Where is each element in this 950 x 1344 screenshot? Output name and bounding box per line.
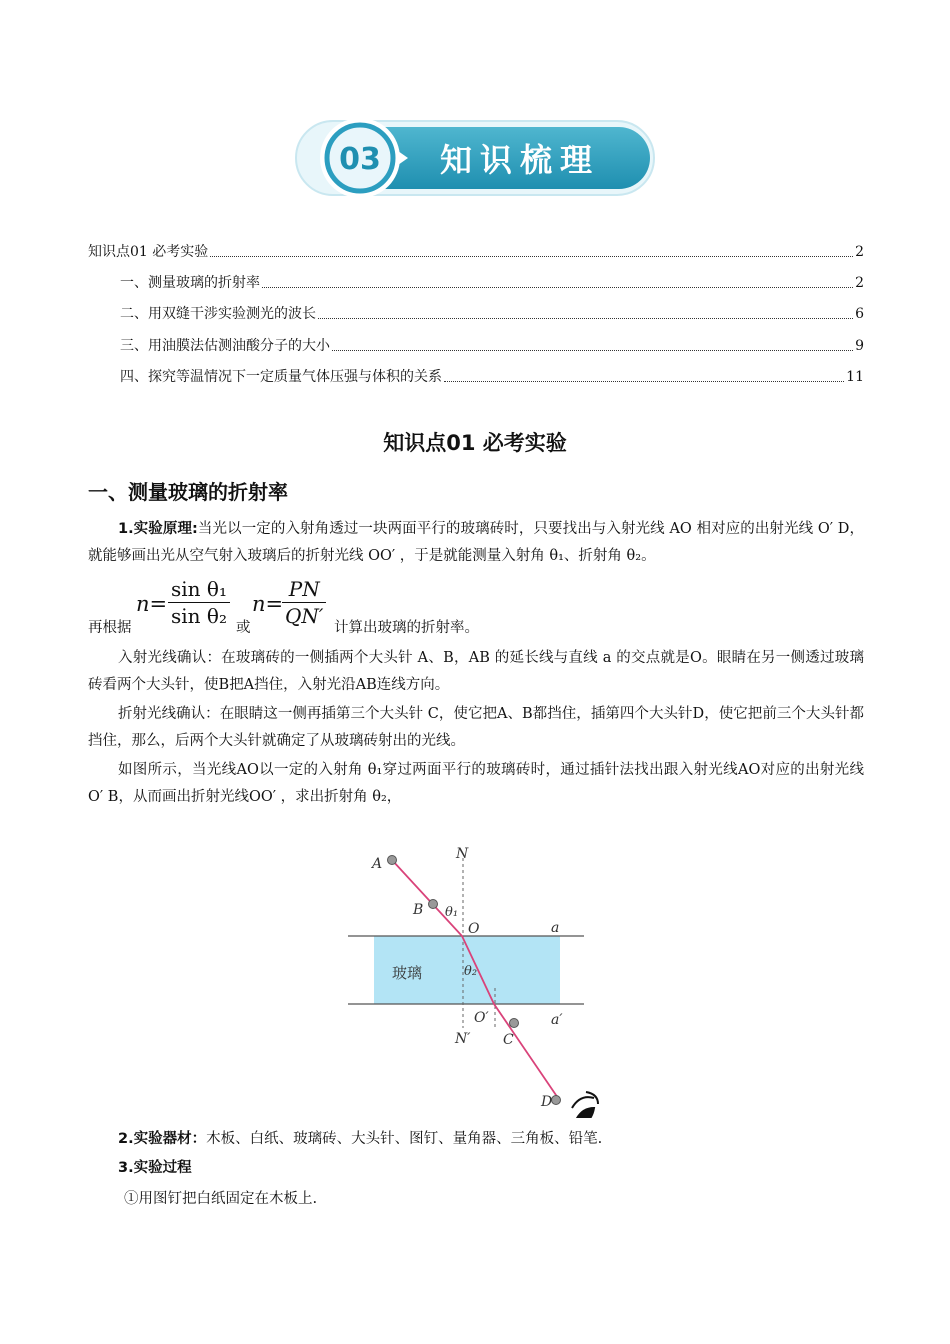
- fraction-1-denominator: sin θ₂: [171, 604, 227, 628]
- toc-item-5[interactable]: [120, 365, 864, 387]
- banner-number: 03: [339, 142, 381, 177]
- label-theta2: θ₂: [464, 964, 478, 979]
- figure-intro-paragraph: 如图所示，当光线AO以一定的入射角 θ₁穿过两面平行的玻璃砖时，通过插针法找出跟入射光线AO对应的出射光线O′ B，从而画出折射光线OO′ ，求出折射角 θ₂，: [88, 762, 864, 805]
- materials-paragraph: [88, 1126, 864, 1153]
- toc-page: 6: [855, 306, 864, 322]
- section-banner: [290, 115, 660, 201]
- label-a-point: A: [372, 856, 383, 872]
- section-heading: 一、测量玻璃的折射率: [88, 480, 288, 504]
- refraction-diagram: [340, 838, 610, 1118]
- label-o-prime: O′: [474, 1010, 489, 1026]
- principle-text: 当光以一定的入射角透过一块两面平行的玻璃砖时，只要找出与入射光线 AO 相对应的出射光线 O′ D，就能够画出光从空气射入玻璃后的折射光线 OO′ ，于是就能测量入射角 θ₁、折射角 θ₂。: [88, 521, 864, 564]
- process-step-1: ①用图钉把白纸固定在木板上.: [124, 1191, 318, 1207]
- label-theta1: θ₁: [445, 905, 459, 920]
- toc-item-3[interactable]: [120, 302, 864, 324]
- toc-page: 9: [855, 338, 864, 354]
- toc-text: 三、用油膜法估测油酸分子的大小: [120, 338, 330, 354]
- pin-a: [388, 856, 397, 865]
- toc-item-1[interactable]: [88, 240, 864, 262]
- label-n-prime: N′: [455, 1031, 471, 1047]
- toc-leader: [332, 350, 853, 351]
- toc-page: 11: [846, 369, 864, 385]
- label-n: N: [456, 846, 469, 862]
- toc-leader: [262, 287, 853, 288]
- label-a-prime: a′: [551, 1012, 563, 1028]
- incident-ray-paragraph: 入射光线确认：在玻璃砖的一侧插两个大头针 A、B，AB 的延长线与直线 a 的交点就是O。眼睛在另一侧透过玻璃砖看两个大头针，使B把A挡住，入射光沿AB连线方向。: [88, 650, 864, 693]
- toc-page: 2: [855, 244, 864, 260]
- toc-item-4[interactable]: [120, 334, 864, 356]
- pin-c: [510, 1019, 519, 1028]
- glass-label: 玻璃: [392, 964, 423, 982]
- pin-d: [552, 1096, 561, 1105]
- toc-leader: [318, 318, 853, 319]
- formula-or: 或: [236, 620, 251, 636]
- label-o: O: [468, 921, 480, 937]
- label-b-point: B: [413, 902, 424, 918]
- toc-leader: [444, 381, 844, 382]
- formula-fraction-1: [168, 576, 230, 629]
- formula-n1: n=: [136, 592, 168, 616]
- toc-text: 四、探究等温情况下一定质量气体压强与体积的关系: [120, 369, 442, 385]
- toc-item-2[interactable]: [120, 271, 864, 293]
- formula-n2: n=: [252, 592, 284, 616]
- label-a-line: a: [551, 920, 560, 936]
- banner-title: 知识梳理: [439, 141, 601, 179]
- toc-text: 一、测量玻璃的折射率: [120, 275, 260, 291]
- materials-text: 木板、白纸、玻璃砖、大头针、图钉、量角器、三角板、铅笔.: [206, 1131, 603, 1147]
- fraction-1-numerator: sin θ₁: [168, 576, 230, 603]
- materials-label: 2.实验器材：: [118, 1131, 207, 1147]
- toc-text: 二、用双缝干涉实验测光的波长: [120, 306, 316, 322]
- toc-leader: [210, 256, 853, 257]
- process-heading: [88, 1155, 864, 1182]
- label-d-point: D: [541, 1094, 553, 1110]
- toc-text: 知识点01 必考实验: [88, 244, 209, 260]
- formula-suffix: 计算出玻璃的折射率。: [334, 620, 479, 636]
- fraction-2-numerator: PN: [282, 576, 326, 603]
- process-label: 3.实验过程: [118, 1160, 192, 1176]
- formula-line: [88, 576, 864, 636]
- formula-fraction-2: [282, 576, 326, 629]
- formula-prefix: 再根据: [88, 620, 132, 636]
- label-c-point: C: [503, 1032, 514, 1048]
- page-title: 知识点01 必考实验: [383, 431, 567, 455]
- principle-paragraph: [88, 516, 864, 570]
- fraction-2-denominator: QN′: [285, 604, 324, 628]
- pin-b: [429, 900, 438, 909]
- refracted-ray-paragraph: 折射光线确认：在眼睛这一侧再插第三个大头针 C，使它把A、B都挡住，插第四个大头针D，使它把前三个大头针都挡住，那么，后两个大头针就确定了从玻璃砖射出的光线。: [88, 706, 864, 749]
- eye-icon: [572, 1092, 598, 1118]
- toc-page: 2: [855, 275, 864, 291]
- principle-label: 1.实验原理:: [118, 521, 198, 537]
